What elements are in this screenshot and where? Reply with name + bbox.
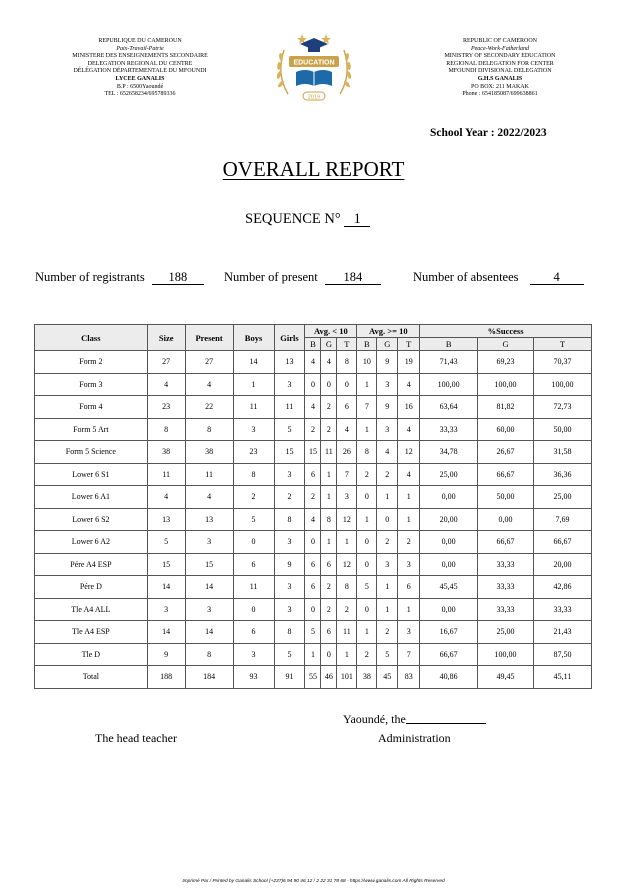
date-line — [343, 712, 486, 727]
table-cell: 40,86 — [420, 666, 478, 689]
table-cell: 5 — [147, 531, 185, 554]
table-cell: 100,00 — [478, 643, 534, 666]
table-cell: 14 — [185, 621, 233, 644]
table-cell: 188 — [147, 666, 185, 689]
table-cell: 4 — [398, 418, 420, 441]
table-cell: 60,00 — [478, 418, 534, 441]
overall-report-table — [34, 324, 592, 689]
table-cell: 3 — [274, 373, 305, 396]
table-cell: 36,36 — [534, 463, 592, 486]
class-cell: Tle D — [35, 643, 148, 666]
table-cell: 3 — [185, 598, 233, 621]
header-left-line: DELEGATION REGIONAL DU CENTRE — [87, 60, 193, 67]
sequence-value: 1 — [344, 212, 370, 227]
table-cell: 0 — [377, 508, 398, 531]
logo-banner-text: EDUCATION — [293, 59, 335, 67]
table-row — [35, 508, 592, 531]
table-cell: 46 — [321, 666, 337, 689]
table-row — [35, 643, 592, 666]
table-cell: 1 — [233, 373, 274, 396]
header-right-block — [415, 38, 585, 99]
table-cell: 66,67 — [420, 643, 478, 666]
table-cell: 2 — [321, 396, 337, 419]
table-cell: 6 — [321, 553, 337, 576]
table-cell: 184 — [185, 666, 233, 689]
table-cell: 14 — [147, 576, 185, 599]
table-cell: 3 — [274, 576, 305, 599]
header-right-line: MFOUNDI DIVISIONAL DELEGATION — [448, 68, 552, 75]
table-cell: 26,67 — [478, 441, 534, 464]
table-cell: 8 — [185, 643, 233, 666]
table-row — [35, 351, 592, 374]
table-cell: 3 — [398, 553, 420, 576]
table-cell: 6 — [398, 576, 420, 599]
table-cell: 66,67 — [478, 463, 534, 486]
class-cell: Tle A4 ALL — [35, 598, 148, 621]
table-cell: 7,69 — [534, 508, 592, 531]
table-cell: 20,00 — [420, 508, 478, 531]
header-present: Present — [185, 325, 233, 351]
present-count — [224, 270, 381, 285]
header-avg-above-10: Avg. >= 10 — [357, 325, 420, 338]
table-cell: 71,43 — [420, 351, 478, 374]
table-cell: 0,00 — [478, 508, 534, 531]
table-cell: 1 — [357, 621, 377, 644]
table-cell: 4 — [305, 351, 321, 374]
table-cell: 3 — [377, 373, 398, 396]
report-table-body — [35, 351, 592, 689]
table-cell: 3 — [233, 418, 274, 441]
subheader-t: T — [337, 338, 357, 351]
table-cell: 42,86 — [534, 576, 592, 599]
table-cell: 0 — [321, 373, 337, 396]
table-cell: 63,64 — [420, 396, 478, 419]
subheader-g: G — [377, 338, 398, 351]
table-cell: 0 — [233, 598, 274, 621]
table-cell: 45 — [377, 666, 398, 689]
table-cell: 2 — [357, 463, 377, 486]
table-cell: 101 — [337, 666, 357, 689]
table-cell: 4 — [321, 351, 337, 374]
header-avg-below-10: Avg. < 10 — [305, 325, 357, 338]
table-cell: 33,33 — [478, 598, 534, 621]
total-row — [35, 666, 592, 689]
table-cell: 1 — [398, 598, 420, 621]
table-cell: 14 — [147, 621, 185, 644]
table-cell: 3 — [185, 531, 233, 554]
table-cell: 1 — [377, 486, 398, 509]
sequence-label: SEQUENCE N° — [245, 211, 341, 227]
table-cell: 4 — [305, 508, 321, 531]
header-right-line: REGIONAL DELEGATION FOR CENTER — [446, 60, 554, 67]
table-cell: 1 — [321, 486, 337, 509]
table-row — [35, 553, 592, 576]
table-cell: 2 — [305, 486, 321, 509]
present-label: Number of present — [224, 270, 318, 284]
table-row — [35, 373, 592, 396]
header-right-school-name: G.H.S GANALIS — [477, 75, 523, 82]
subheader-t: T — [398, 338, 420, 351]
table-cell: 1 — [321, 463, 337, 486]
table-cell: 5 — [233, 508, 274, 531]
table-cell: 8 — [233, 463, 274, 486]
table-cell: 33,33 — [534, 598, 592, 621]
table-cell: 33,33 — [478, 553, 534, 576]
class-cell: Lower 6 A2 — [35, 531, 148, 554]
table-cell: 15 — [305, 441, 321, 464]
table-cell: 13 — [274, 351, 305, 374]
table-cell: 87,50 — [534, 643, 592, 666]
table-cell: 8 — [274, 508, 305, 531]
table-cell: 3 — [377, 418, 398, 441]
header-right-line: Peace-Work-Fatherland — [470, 45, 530, 52]
table-cell: 50,00 — [534, 418, 592, 441]
table-cell: 11 — [274, 396, 305, 419]
table-cell: 8 — [185, 418, 233, 441]
header-right-line: MINISTRY OF SECONDARY EDUCATION — [444, 53, 556, 60]
table-cell: 11 — [147, 463, 185, 486]
table-cell: 38 — [147, 441, 185, 464]
absentees-value: 4 — [530, 271, 584, 285]
header-girls: Girls — [274, 325, 305, 351]
header-right-line: REPUBLIC OF CAMEROON — [462, 38, 537, 44]
table-cell: 3 — [233, 643, 274, 666]
table-cell: 0,00 — [420, 486, 478, 509]
table-cell: 100,00 — [420, 373, 478, 396]
table-cell: 8 — [147, 418, 185, 441]
date-blank — [406, 722, 486, 724]
table-cell: 8 — [337, 351, 357, 374]
table-cell: 2 — [377, 621, 398, 644]
table-cell: 100,00 — [534, 373, 592, 396]
table-cell: 91 — [274, 666, 305, 689]
class-cell: Tle A4 ESP — [35, 621, 148, 644]
table-cell: 6 — [233, 553, 274, 576]
table-cell: 2 — [337, 598, 357, 621]
table-cell: 1 — [337, 643, 357, 666]
table-cell: 15 — [185, 553, 233, 576]
table-cell: 1 — [357, 373, 377, 396]
administration-signature: Administration — [378, 731, 451, 745]
table-cell: 12 — [398, 441, 420, 464]
registrants-value: 188 — [152, 271, 204, 285]
header-left-line: REPUBLIQUE DU CAMEROUN — [98, 38, 182, 44]
header-left-school-name: LYCEE GANALIS — [115, 75, 165, 82]
table-cell: 27 — [185, 351, 233, 374]
table-cell: 0 — [357, 598, 377, 621]
table-cell: 3 — [274, 531, 305, 554]
table-cell: 1 — [398, 486, 420, 509]
table-cell: 2 — [305, 418, 321, 441]
table-cell: 25,00 — [420, 463, 478, 486]
table-cell: 8 — [337, 576, 357, 599]
table-cell: 2 — [377, 463, 398, 486]
table-row — [35, 441, 592, 464]
table-cell: 23 — [147, 396, 185, 419]
header-right-line: PO BOX: 211 MAKAK — [471, 83, 529, 90]
absentees-count — [413, 270, 584, 285]
table-cell: 1 — [305, 643, 321, 666]
table-cell: 19 — [398, 351, 420, 374]
table-cell: 15 — [147, 553, 185, 576]
class-cell: Form 2 — [35, 351, 148, 374]
table-cell: 10 — [357, 351, 377, 374]
class-cell: Pére A4 ESP — [35, 553, 148, 576]
school-logo — [272, 30, 356, 106]
table-cell: 6 — [305, 576, 321, 599]
sequence-line — [245, 211, 370, 228]
table-cell: 8 — [357, 441, 377, 464]
table-cell: 2 — [274, 486, 305, 509]
table-cell: 23 — [233, 441, 274, 464]
table-cell: 2 — [357, 643, 377, 666]
page-title — [0, 157, 627, 182]
registrants-label: Number of registrants — [35, 270, 145, 284]
table-cell: 45,45 — [420, 576, 478, 599]
table-cell: 2 — [321, 418, 337, 441]
table-cell: 3 — [274, 463, 305, 486]
header-left-line: DÉLÉGATION DÉPARTEMENTALE DU MFOUNDI — [73, 68, 207, 75]
table-cell: 15 — [274, 441, 305, 464]
table-cell: 3 — [377, 553, 398, 576]
table-cell: 4 — [147, 486, 185, 509]
head-teacher-signature: The head teacher — [95, 731, 177, 745]
table-cell: 1 — [357, 508, 377, 531]
table-cell: 6 — [321, 621, 337, 644]
table-cell: 55 — [305, 666, 321, 689]
table-cell: 1 — [398, 508, 420, 531]
header-boys: Boys — [233, 325, 274, 351]
header-right-line: Phone : 654185087/699638861 — [462, 91, 538, 98]
table-cell: 8 — [321, 508, 337, 531]
table-cell: 0 — [357, 486, 377, 509]
table-row — [35, 486, 592, 509]
table-cell: 4 — [337, 418, 357, 441]
table-row — [35, 531, 592, 554]
table-cell: 25,00 — [478, 621, 534, 644]
class-cell: Form 3 — [35, 373, 148, 396]
table-cell: 0 — [305, 598, 321, 621]
page-title-text: OVERALL REPORT — [222, 157, 405, 181]
class-cell: Pére D — [35, 576, 148, 599]
table-cell: 26 — [337, 441, 357, 464]
table-cell: 33,33 — [478, 576, 534, 599]
table-cell: 27 — [147, 351, 185, 374]
header-success: %Success — [420, 325, 592, 338]
table-cell: 1 — [337, 531, 357, 554]
subheader-t: T — [534, 338, 592, 351]
table-cell: 81,82 — [478, 396, 534, 419]
header-left-line: B.P : 6500Yaoundé — [116, 83, 164, 90]
class-cell: Lower 6 S1 — [35, 463, 148, 486]
table-cell: 6 — [305, 553, 321, 576]
subheader-g: G — [321, 338, 337, 351]
table-cell: 4 — [305, 396, 321, 419]
table-cell: 0,00 — [420, 531, 478, 554]
table-cell: 72,73 — [534, 396, 592, 419]
table-cell: 11 — [337, 621, 357, 644]
logo-year-text: 2019 — [307, 94, 321, 101]
table-cell: 2 — [321, 598, 337, 621]
header-left-line: MINISTERE DES ENSEIGNEMENTS SECONDAIRE — [72, 53, 208, 60]
header-class: Class — [35, 325, 148, 351]
subheader-b: B — [305, 338, 321, 351]
present-value: 184 — [325, 271, 381, 285]
table-cell: 12 — [337, 508, 357, 531]
table-cell: 1 — [321, 531, 337, 554]
table-cell: 3 — [398, 621, 420, 644]
table-cell: 66,67 — [534, 531, 592, 554]
class-cell: Form 4 — [35, 396, 148, 419]
table-cell: 66,67 — [478, 531, 534, 554]
table-cell: 69,23 — [478, 351, 534, 374]
table-cell: 3 — [274, 598, 305, 621]
table-row — [35, 576, 592, 599]
class-cell: Form 5 Science — [35, 441, 148, 464]
table-cell: 0 — [357, 531, 377, 554]
table-cell: 45,11 — [534, 666, 592, 689]
table-cell: 5 — [357, 576, 377, 599]
header-left-line: TEL : 652658234/695789336 — [104, 91, 176, 98]
absentees-label: Number of absentees — [413, 270, 519, 284]
table-cell: 3 — [337, 486, 357, 509]
table-cell: 5 — [274, 643, 305, 666]
registrants-count — [35, 270, 204, 285]
table-cell: 5 — [305, 621, 321, 644]
table-cell: 20,00 — [534, 553, 592, 576]
table-cell: 4 — [185, 373, 233, 396]
table-cell: 0 — [321, 643, 337, 666]
header-size: Size — [147, 325, 185, 351]
table-cell: 38 — [357, 666, 377, 689]
table-cell: 0 — [337, 373, 357, 396]
table-cell: 0,00 — [420, 553, 478, 576]
table-cell: 0 — [305, 531, 321, 554]
table-row — [35, 621, 592, 644]
table-cell: 100,00 — [478, 373, 534, 396]
table-cell: 4 — [377, 441, 398, 464]
table-cell: 22 — [185, 396, 233, 419]
table-cell: 2 — [377, 531, 398, 554]
footer: Imprimé Par / Printed by Ganalis School (+237)6 94 90 46 12 / 2 22 31 78 68 - https://www.ganalis.com All Rights Reserved — [182, 879, 445, 884]
table-cell: 9 — [274, 553, 305, 576]
class-cell: Lower 6 S2 — [35, 508, 148, 531]
table-cell: 0 — [233, 531, 274, 554]
table-cell: 14 — [185, 576, 233, 599]
table-cell: 11 — [233, 396, 274, 419]
table-cell: 5 — [274, 418, 305, 441]
table-cell: 2 — [233, 486, 274, 509]
table-cell: 49,45 — [478, 666, 534, 689]
table-cell: 33,33 — [420, 418, 478, 441]
table-cell: 13 — [185, 508, 233, 531]
school-year: School Year : 2022/2023 — [430, 127, 547, 139]
table-cell: 0 — [305, 373, 321, 396]
table-cell: 25,00 — [534, 486, 592, 509]
table-row — [35, 396, 592, 419]
table-cell: 6 — [233, 621, 274, 644]
table-cell: 16,67 — [420, 621, 478, 644]
subheader-b: B — [357, 338, 377, 351]
table-cell: 8 — [274, 621, 305, 644]
table-cell: 4 — [185, 486, 233, 509]
table-cell: 21,43 — [534, 621, 592, 644]
table-cell: 9 — [377, 351, 398, 374]
table-row — [35, 463, 592, 486]
class-cell: Total — [35, 666, 148, 689]
table-cell: 5 — [377, 643, 398, 666]
table-cell: 1 — [377, 576, 398, 599]
table-cell: 13 — [147, 508, 185, 531]
header-left-block — [40, 38, 240, 99]
table-cell: 14 — [233, 351, 274, 374]
table-cell: 11 — [233, 576, 274, 599]
date-prefix: Yaoundé, the — [343, 712, 406, 726]
table-cell: 3 — [147, 598, 185, 621]
table-cell: 12 — [337, 553, 357, 576]
table-cell: 11 — [185, 463, 233, 486]
table-cell: 11 — [321, 441, 337, 464]
table-cell: 16 — [398, 396, 420, 419]
table-cell: 93 — [233, 666, 274, 689]
table-cell: 50,00 — [478, 486, 534, 509]
table-cell: 31,58 — [534, 441, 592, 464]
header-left-line: Paix-Travail-Patrie — [116, 45, 164, 52]
subheader-g: G — [478, 338, 534, 351]
table-row — [35, 418, 592, 441]
table-cell: 2 — [321, 576, 337, 599]
table-cell: 7 — [398, 643, 420, 666]
table-cell: 70,37 — [534, 351, 592, 374]
table-cell: 9 — [377, 396, 398, 419]
table-cell: 83 — [398, 666, 420, 689]
table-cell: 34,78 — [420, 441, 478, 464]
table-row — [35, 598, 592, 621]
class-cell: Lower 6 A1 — [35, 486, 148, 509]
table-cell: 0 — [357, 553, 377, 576]
table-cell: 7 — [357, 396, 377, 419]
table-cell: 1 — [357, 418, 377, 441]
table-cell: 4 — [147, 373, 185, 396]
subheader-b: B — [420, 338, 478, 351]
table-cell: 6 — [337, 396, 357, 419]
table-cell: 4 — [398, 463, 420, 486]
table-cell: 7 — [337, 463, 357, 486]
table-cell: 4 — [398, 373, 420, 396]
table-cell: 1 — [377, 598, 398, 621]
table-cell: 9 — [147, 643, 185, 666]
table-cell: 6 — [305, 463, 321, 486]
class-cell: Form 5 Art — [35, 418, 148, 441]
table-cell: 38 — [185, 441, 233, 464]
table-cell: 0,00 — [420, 598, 478, 621]
table-cell: 2 — [398, 531, 420, 554]
